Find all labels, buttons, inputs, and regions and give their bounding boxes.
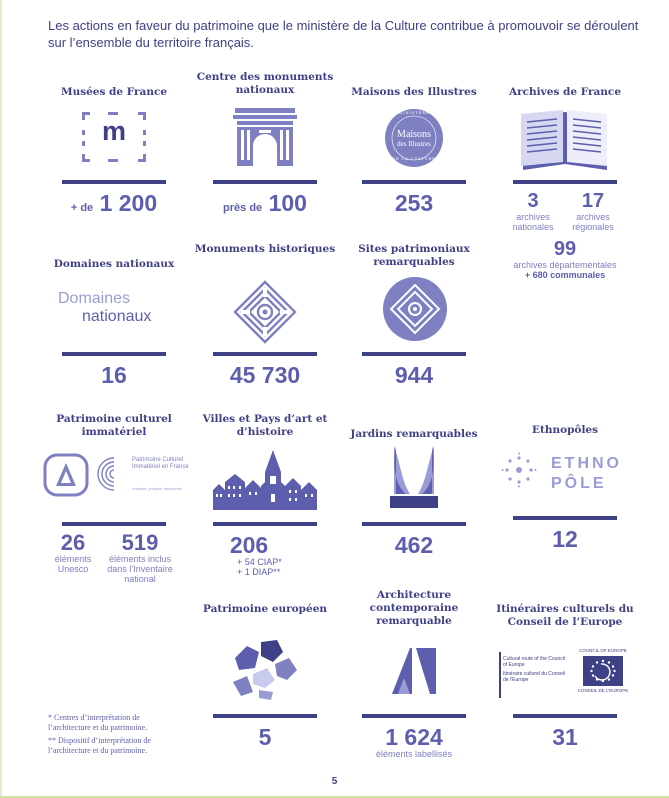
coe-logo-top: COUNCIL OF EUROPE: [579, 648, 627, 653]
domaines-logo-line1: Domaines: [58, 290, 131, 307]
stat-value: 519: [121, 530, 159, 555]
villes-stat: 206: [229, 532, 269, 558]
divider: [513, 714, 617, 718]
immateriel-logo-small: connaître, pratiquer, transmettre: [132, 487, 182, 491]
stat-label: archives régionales: [572, 212, 614, 232]
council-of-europe-emblem: [583, 656, 623, 690]
domaines-logo-line2: nationaux: [82, 308, 152, 325]
archives-communales: + 680 communales: [524, 270, 606, 280]
itineraires-stat: 31: [552, 724, 578, 750]
villes-diap-count: + 1 DIAP**: [237, 567, 281, 577]
stat-label: archives nationales: [512, 212, 554, 232]
divider: [213, 180, 317, 184]
open-book-icon: [519, 108, 611, 176]
card-title: Patrimoine européen: [202, 603, 328, 615]
architecture-stat: 1 624: [385, 724, 443, 750]
logo-divider: [499, 652, 501, 698]
stat-value: 26: [60, 530, 86, 555]
unesco-immateriel-logo: [42, 452, 90, 502]
footnotes: [48, 713, 183, 756]
maisons-ring-bottom: DE LA CULTURE: [392, 157, 436, 161]
jardins-stat: 462: [394, 532, 434, 558]
divider: [362, 352, 466, 356]
divider: [62, 352, 166, 356]
ethno-stat: 12: [552, 526, 578, 552]
divider: [362, 522, 466, 526]
maisons-ring-top: MINISTÈRE: [398, 111, 430, 115]
stat-label: éléments inclus dans l’Inventaire national: [107, 554, 173, 584]
villes-ciap-count: + 54 CIAP*: [237, 557, 282, 567]
card-title: Monuments historiques: [194, 243, 336, 255]
maisons-logo-sub: des Illustres: [397, 140, 431, 148]
divider: [513, 180, 617, 184]
stat-value: 99: [553, 238, 577, 260]
page-number: 5: [331, 776, 338, 787]
card-title: Jardins remarquables: [350, 428, 478, 440]
card-title: Maisons des Illustres: [351, 86, 477, 98]
page-edge: [0, 0, 2, 798]
divider: [513, 516, 617, 520]
coe-logo-bottom: CONSEIL DE L’EUROPE: [577, 688, 629, 693]
stat-value: 17: [581, 190, 605, 212]
maisons-stat: 253: [394, 190, 434, 216]
card-title: Itinéraires culturels du Conseil de l’Europe: [496, 603, 634, 628]
labyrinth-icon: [233, 280, 297, 348]
centre-stat: [193, 190, 337, 221]
sites-patrimoniaux-logo: [382, 276, 448, 346]
card-title: Villes et Pays d’art et d’histoire: [202, 413, 328, 438]
divider: [362, 180, 466, 184]
card-title: Domaines nationaux: [53, 258, 175, 270]
ethnopole-dots-icon: [501, 452, 537, 492]
footnote-diap: ** Dispositif d’interprétation de l’architecture et du patrimoine.: [48, 736, 151, 755]
itineraire-logo-text: [503, 656, 565, 683]
archives-departementales: [493, 238, 637, 280]
immateriel-unesco: [44, 532, 102, 574]
stat-label: archives départementales: [513, 260, 617, 270]
europeen-stat: 5: [258, 724, 272, 750]
ethnopole-logo-line1: ETHNO: [551, 455, 622, 472]
musees-stat: [42, 190, 186, 221]
immateriel-inventaire: [102, 532, 178, 584]
immateriel-logo-text: Patrimoine Culturel Immatériel en France: [132, 457, 189, 470]
card-title: Ethnopôles: [531, 424, 599, 436]
archives-regionales: [565, 190, 621, 232]
divider: [362, 714, 466, 718]
archives-nationales: [505, 190, 561, 232]
card-title: Archives de France: [508, 86, 622, 98]
monuments-stat: 45 730: [229, 362, 301, 388]
divider: [213, 714, 317, 718]
intro-text: Les actions en faveur du patrimoine que le ministère de la Culture contribue à promouvoir se déroulent sur l’ensemble du territoire français.: [48, 18, 639, 50]
footnote-ciap: * Centres d’interprétation de l’architecture et du patrimoine.: [48, 713, 148, 732]
stat-prefix: près de: [223, 202, 263, 214]
fingerprint-icon: [96, 454, 132, 498]
stat-value: 1 200: [99, 190, 158, 216]
town-skyline-icon: [213, 446, 317, 514]
itineraire-logo-en: Cultural route of the Council of Europe: [503, 656, 565, 668]
jardins-remarquables-logo: [386, 444, 442, 514]
divider: [213, 352, 317, 356]
card-title: Patrimoine culturel immatériel: [56, 413, 172, 438]
divider: [62, 180, 166, 184]
divider: [213, 522, 317, 526]
sites-stat: 944: [394, 362, 434, 388]
patrimoine-europeen-logo: [231, 638, 299, 704]
maisons-logo-main: Maisons: [397, 129, 431, 140]
stat-label: éléments Unesco: [54, 554, 92, 574]
architecture-logo: [390, 644, 438, 700]
domaines-stat: 16: [101, 362, 127, 388]
ethnopole-logo: [551, 454, 622, 494]
divider: [62, 522, 166, 526]
card-title: Sites patrimoniaux remarquables: [358, 243, 470, 268]
musees-logo-letter: m: [101, 116, 126, 146]
card-title: Centre des monuments nationaux: [196, 71, 334, 96]
architecture-sub: éléments labellisés: [375, 749, 453, 759]
itineraire-logo-fr: Itinéraire culturel du Conseil de l’Europe: [503, 671, 565, 683]
arc-de-triomphe-icon: [231, 106, 299, 172]
domaines-logo: [58, 290, 168, 326]
ethnopole-logo-line2: PÔLE: [551, 475, 607, 492]
stat-value: 3: [527, 190, 539, 212]
card-title: Architecture contemporaine remarquable: [369, 589, 459, 627]
stat-value: 100: [268, 190, 307, 216]
villes-ciap: [237, 557, 282, 577]
stat-prefix: + de: [70, 202, 94, 214]
card-title: Musées de France: [60, 86, 168, 98]
